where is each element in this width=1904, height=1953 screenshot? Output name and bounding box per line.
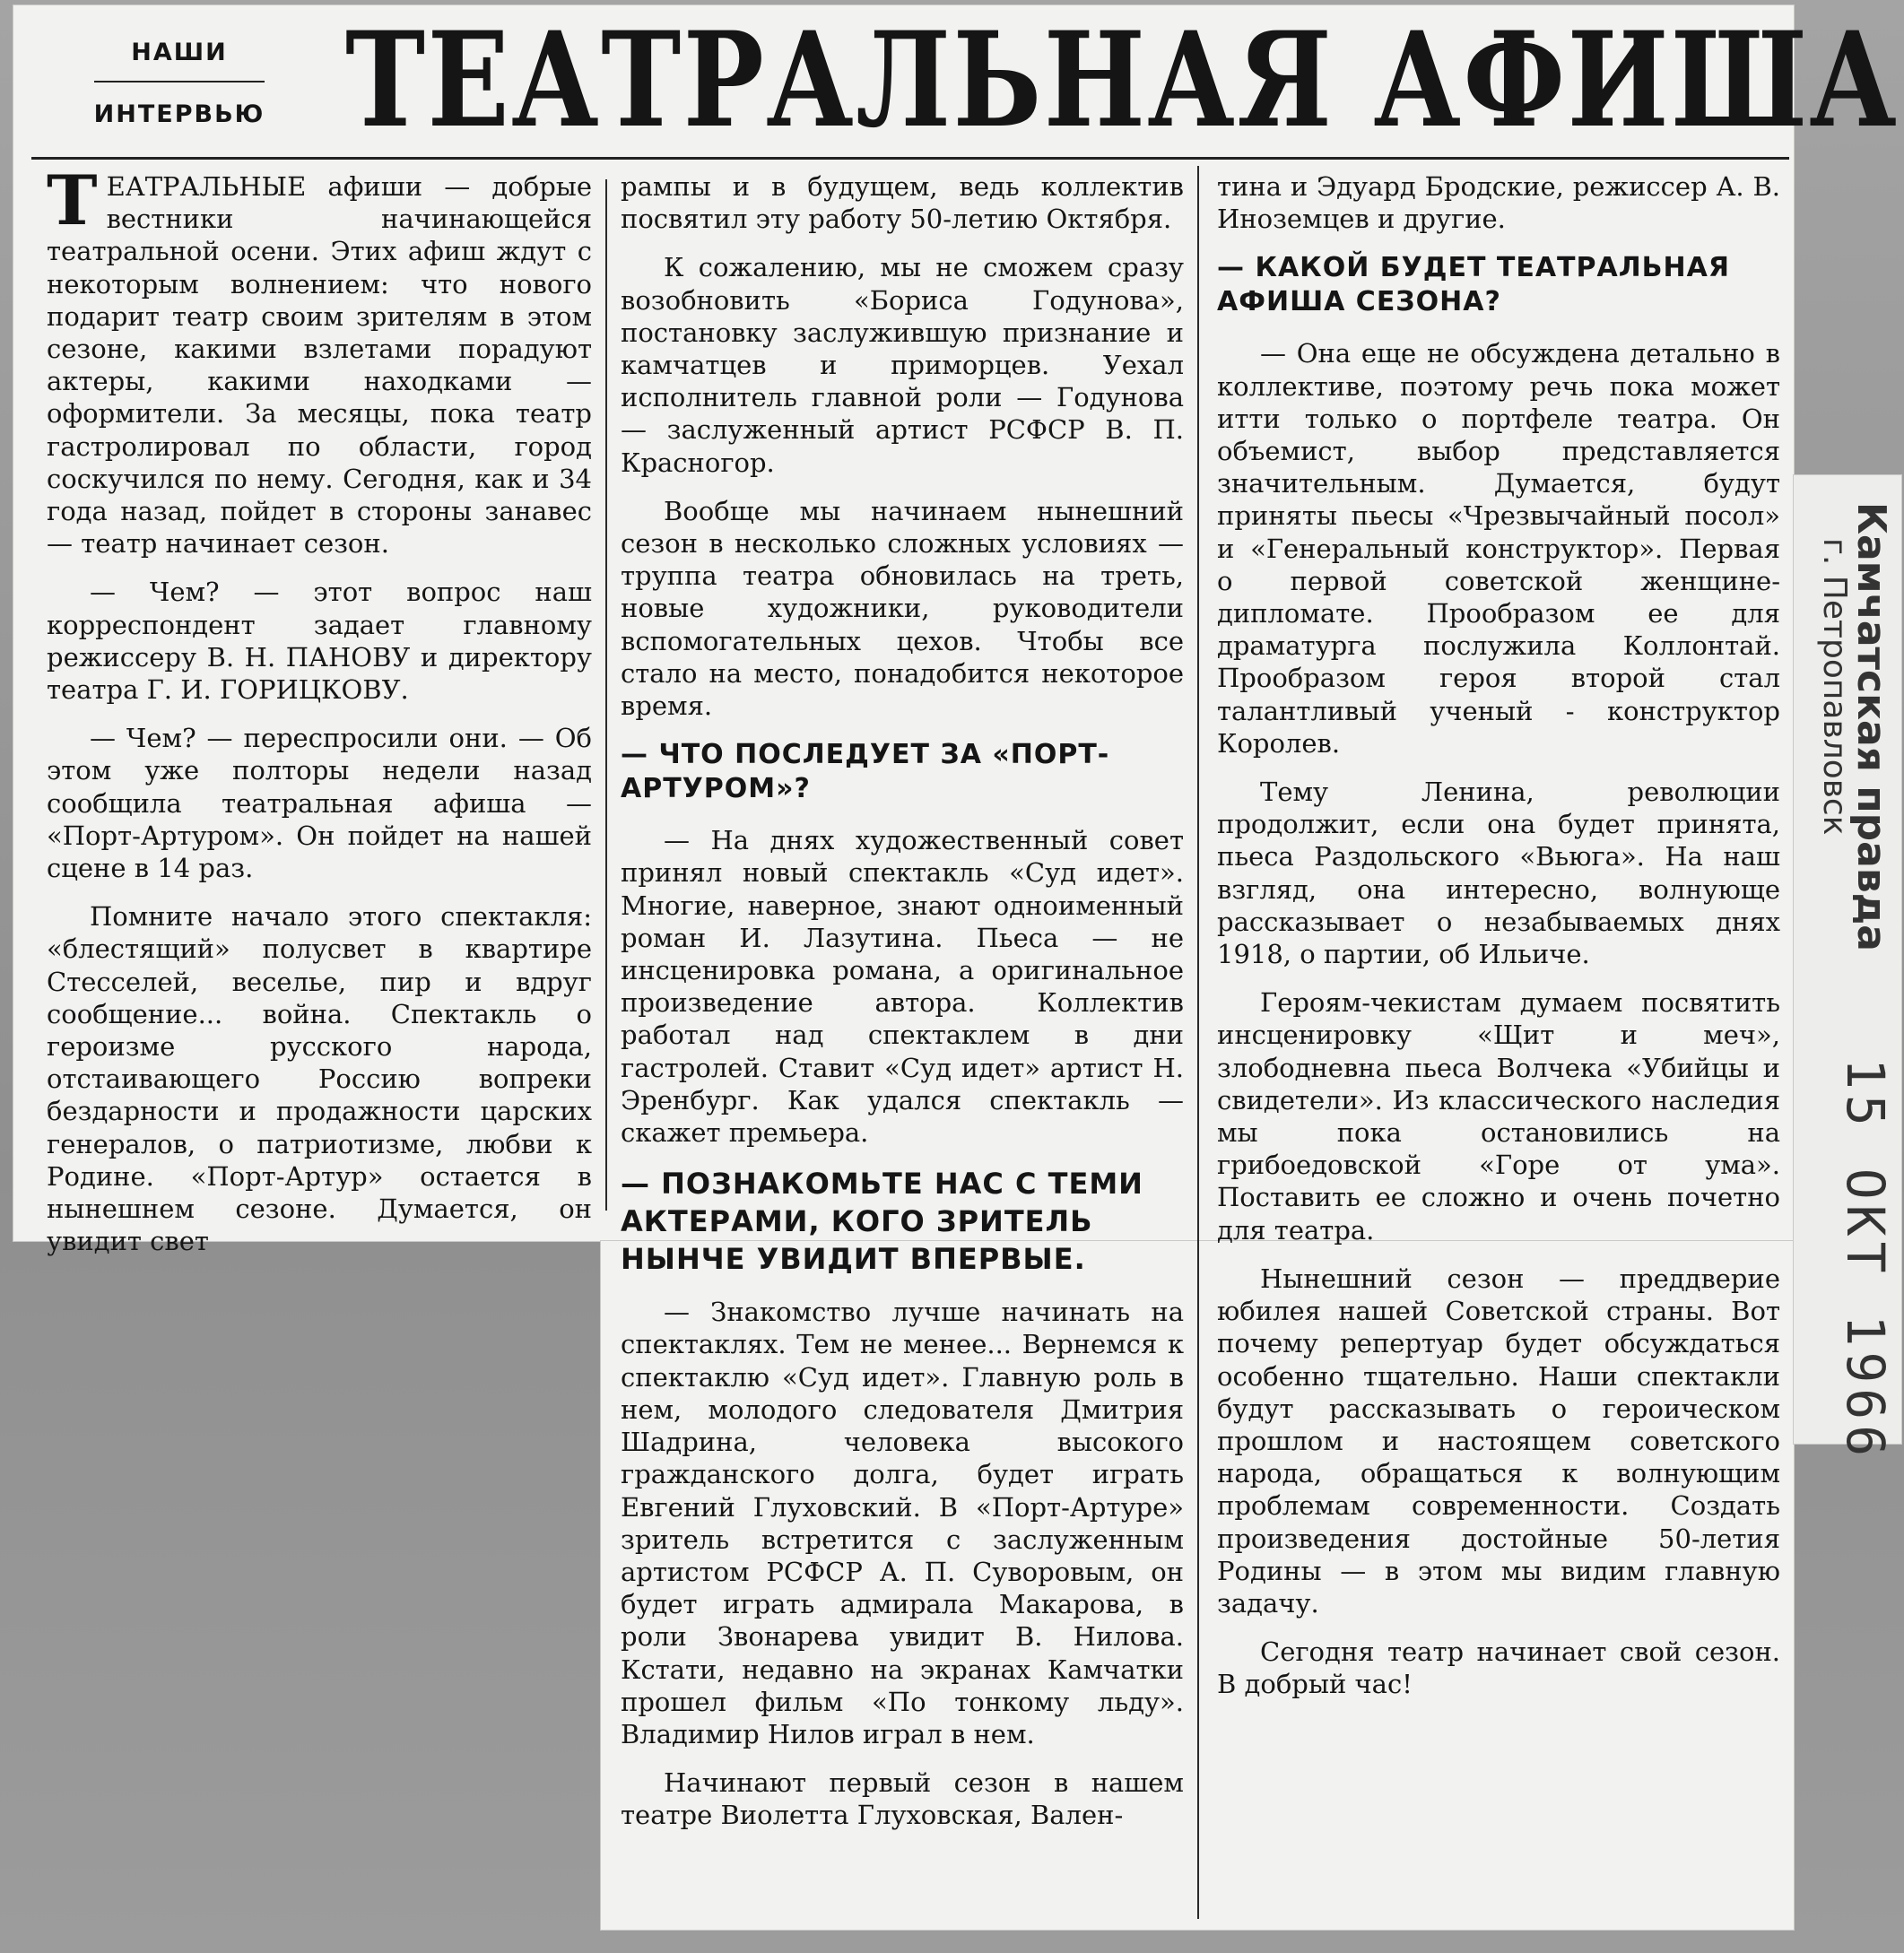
drop-cap: Т xyxy=(47,161,98,240)
paragraph: — Чем? — переспросили они. — Об этом уже полторы недели назад сообщила театральная афиша — «Порт-Артуром». Он пойдет на нашей сцене в 14 раз. xyxy=(47,723,592,884)
stamp-date: 15 ОКТ 1966 xyxy=(1835,1058,1896,1463)
article-column-1 xyxy=(47,161,592,1274)
paragraph: Начинают первый сезон в нашем театре Виолетта Глуховская, Вален- xyxy=(621,1767,1184,1831)
rubric-divider xyxy=(94,81,265,82)
paragraph: Вообще мы начинаем нынешний сезон в несколько сложных условиях — труппа театра обновилась на треть, новые художники, руководители вспомогательных цехов. Чтобы все стало на место, понадобится некоторое время. xyxy=(621,495,1184,722)
paragraph: — Она еще не обсуждена детально в коллективе, поэтому речь пока может итти только о портфеле театра. Он объемист, выбор представляется значительным. Думается, будут приняты пьесы «Чрезвычайный посол» и «Генеральный конструктор». Первая о первой советской женщине-дипломате. Прообразом ее для драматурга послужила Коллонтай. Прообразом героя второй стал талантливый ученый - конструктор Королев. xyxy=(1217,338,1780,759)
interview-question: — ЧТО ПОСЛЕДУЕТ ЗА «ПОРТ-АРТУРОМ»? xyxy=(621,739,1110,805)
paragraph: Тему Ленина, революции продолжит, если она будет принята, пьеса Раздольского «Вьюга». На наш взгляд, она интересно, волнующе рассказывает о незабываемых днях 1918, о партии, об Ильиче. xyxy=(1217,777,1780,970)
rubric xyxy=(85,40,274,126)
lead-text: ЕАТРАЛЬНЫЕ афиши — добрые вестники начинающейся театральной осени. Этих афиш ждут с некоторым волнением: что нового подарит театр своим зрителям в этом сезоне, какими взлетами порадуют актеры, какими находками — оформители. За месяцы, пока театр гастролировал по области, город соскучился по нему. Сегодня, как и 34 года назад, пойдет в стороны занавес — театр начинает сезон. xyxy=(47,171,592,560)
stamp-city: г. Петропавловск xyxy=(1816,538,1853,836)
rubric-line-2: ИНТЕРВЬЮ xyxy=(93,100,265,128)
stamp-newspaper-name: Камчатская правда xyxy=(1848,502,1894,951)
interview-question: — ПОЗНАКОМЬТЕ НАС С ТЕМИ АКТЕРАМИ, КОГО ЗРИТЕЛЬ НЫНЧЕ УВИДИТ ВПЕРВЫЕ. xyxy=(621,1167,1143,1277)
article-column-3 xyxy=(1217,170,1780,1717)
paragraph: тина и Эдуард Бродские, режиссер А. В. Иноземцев и другие. xyxy=(1217,171,1780,235)
paragraph: Героям-чекистам думаем посвятить инсценировку «Щит и меч», злободневна пьеса Волчека «Убийцы и свидетели». Из классического наследия мы пока остановились на грибоедовской «Горе от ума». Поставить ее сложно и очень почетно для театра. xyxy=(1217,987,1780,1246)
paragraph: Сегодня театр начинает свой сезон. В добрый час! xyxy=(1217,1636,1780,1700)
paragraph: — Знакомство лучше начинать на спектаклях. Тем не менее... Вернемся к спектаклю «Суд идет». Главную роль в нем, молодого следователя Дмитрия Шадрина, человека высокого гражданского долга, будет играть Евгений Глуховский. В «Порт-Артуре» зритель встретится с заслуженным артистом РСФСР А. П. Суворовым, он будет играть адмирала Макарова, в роли Звонарева увидит В. Нилова. Кстати, недавно на экранах Камчатки прошел фильм «По тонкому льду». Владимир Нилов играл в нем. xyxy=(621,1297,1184,1749)
paragraph: — Чем? — этот вопрос наш корреспондент задает главному режиссеру В. Н. ПАНОВУ и директору театра Г. И. ГОРИЦКОВУ. xyxy=(47,577,592,706)
rubric-line-1: НАШИ xyxy=(131,39,228,66)
paragraph: — На днях художественный совет принял новый спектакль «Суд идет». Многие, наверное, знают одноименный роман И. Лазутина. Пьеса — не инсценировка романа, а оригинальное произведение автора. Коллектив работал над спектаклем в дни гастролей. Ставит «Суд идет» артист Н. Эренбург. Как удался спектакль — скажет премьера. xyxy=(621,825,1184,1149)
headline-rule xyxy=(31,157,1789,160)
column-rule-2 xyxy=(1197,166,1199,1919)
article-column-2 xyxy=(621,170,1184,1848)
article-headline: ТЕАТРАЛЬНАЯ АФИША xyxy=(345,4,1900,157)
archive-stamp xyxy=(1813,502,1896,1463)
column-rule-1 xyxy=(605,179,607,1211)
lead-paragraph xyxy=(47,161,592,560)
interview-question: — КАКОЙ БУДЕТ ТЕАТРАЛЬНАЯ АФИША СЕЗОНА? xyxy=(1217,252,1730,318)
paragraph: Нынешний сезон — преддверие юбилея нашей Советской страны. Вот почему репертуар будет обсуждаться особенно тщательно. Наши спектакли будут рассказывать о героическом прошлом и настоящем советского народа, обращаться к волнующим проблемам современности. Создать произведения достойные 50-летия Родины — в этом мы видим главную задачу. xyxy=(1217,1263,1780,1619)
paragraph: К сожалению, мы не сможем сразу возобновить «Бориса Годунова», постановку заслужившую признание и камчатцев и приморцев. Уехал исполнитель главной роли — Годунова — заслуженный артист РСФСР В. П. Красногор. xyxy=(621,252,1184,478)
paragraph: Помните начало этого спектакля: «блестящий» полусвет в квартире Стесселей, веселье, пир и вдруг сообщение... война. Спектакль о героизме русского народа, отстаивающего Россию вопреки бездарности и продажности царских генералов, о патриотизме, любви к Родине. «Порт-Артур» остается в нынешнем сезоне. Думается, он увидит свет xyxy=(47,901,592,1257)
paragraph: рампы и в будущем, ведь коллектив посвятил эту работу 50-летию Октября. xyxy=(621,171,1184,235)
